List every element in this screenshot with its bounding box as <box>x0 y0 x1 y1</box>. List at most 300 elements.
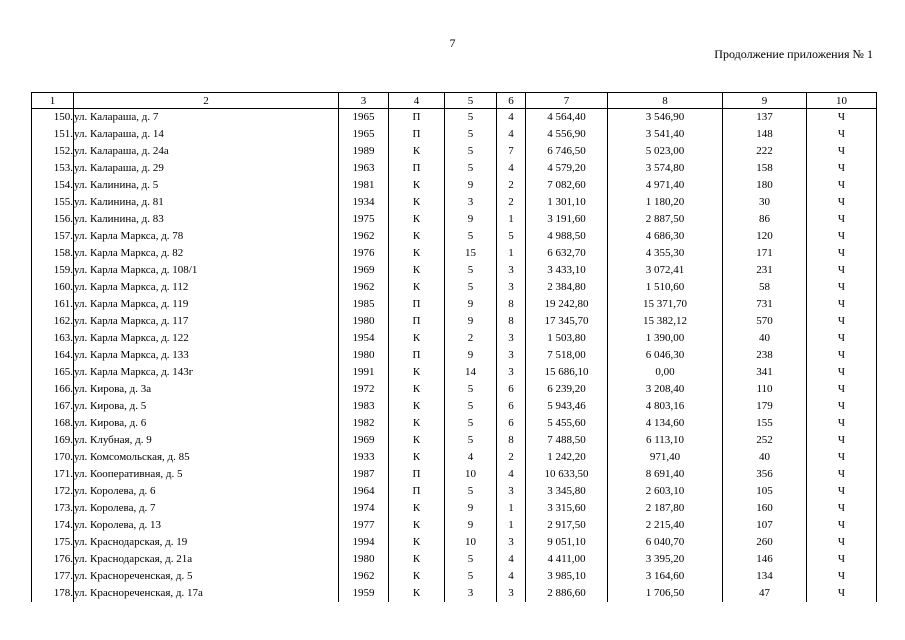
table-cell-col-7: 4 556,90 <box>526 126 608 143</box>
table-cell-col-9: 148 <box>723 126 807 143</box>
table-cell-col-2: ул. Карла Маркса, д. 133 <box>74 347 339 364</box>
table-cell-col-7: 4 564,40 <box>526 109 608 127</box>
table-cell-col-8: 6 046,30 <box>608 347 723 364</box>
table-cell-col-10: Ч <box>807 415 877 432</box>
table-cell-col-8: 15 371,70 <box>608 296 723 313</box>
table-cell-col-4: П <box>389 160 445 177</box>
table-row <box>32 228 877 245</box>
table-cell-col-5: 9 <box>445 177 497 194</box>
table-body <box>32 109 877 603</box>
table-cell-col-9: 107 <box>723 517 807 534</box>
table-row <box>32 483 877 500</box>
table-cell-col-7: 10 633,50 <box>526 466 608 483</box>
table-cell-col-5: 5 <box>445 398 497 415</box>
table-cell-col-2: ул. Кооперативная, д. 5 <box>74 466 339 483</box>
table-cell-col-2: ул. Кирова, д. 5 <box>74 398 339 415</box>
table-cell-col-2: ул. Королева, д. 7 <box>74 500 339 517</box>
table-header <box>32 93 877 109</box>
table-cell-col-7: 3 315,60 <box>526 500 608 517</box>
column-header-10: 10 <box>807 93 877 109</box>
table-cell-col-9: 180 <box>723 177 807 194</box>
table-cell-col-5: 15 <box>445 245 497 262</box>
table-cell-col-3: 1965 <box>339 126 389 143</box>
table-cell-col-1: 175. <box>32 534 74 551</box>
table-cell-col-8: 3 164,60 <box>608 568 723 585</box>
appendix-continuation-title: Продолжение приложения № 1 <box>714 47 873 61</box>
table-cell-col-2: ул. Карла Маркса, д. 112 <box>74 279 339 296</box>
table-cell-col-4: П <box>389 109 445 127</box>
table-cell-col-7: 4 988,50 <box>526 228 608 245</box>
table-cell-col-10: Ч <box>807 160 877 177</box>
table-cell-col-1: 168. <box>32 415 74 432</box>
page-number: 7 <box>449 36 456 50</box>
table-cell-col-3: 1982 <box>339 415 389 432</box>
table-cell-col-5: 5 <box>445 415 497 432</box>
table-cell-col-4: К <box>389 177 445 194</box>
table-cell-col-1: 153. <box>32 160 74 177</box>
table-cell-col-6: 1 <box>497 517 526 534</box>
table-row <box>32 109 877 127</box>
table-cell-col-8: 3 208,40 <box>608 381 723 398</box>
table-cell-col-9: 260 <box>723 534 807 551</box>
table-cell-col-8: 3 574,80 <box>608 160 723 177</box>
table-cell-col-6: 3 <box>497 483 526 500</box>
table-cell-col-5: 5 <box>445 109 497 127</box>
table-cell-col-2: ул. Калараша, д. 24а <box>74 143 339 160</box>
table-cell-col-1: 169. <box>32 432 74 449</box>
table-cell-col-1: 171. <box>32 466 74 483</box>
table-cell-col-9: 110 <box>723 381 807 398</box>
table-cell-col-1: 170. <box>32 449 74 466</box>
table-cell-col-1: 161. <box>32 296 74 313</box>
table-row <box>32 398 877 415</box>
table-row <box>32 279 877 296</box>
table-cell-col-9: 120 <box>723 228 807 245</box>
table-cell-col-10: Ч <box>807 449 877 466</box>
table-cell-col-3: 1962 <box>339 279 389 296</box>
table-cell-col-7: 7 488,50 <box>526 432 608 449</box>
table-cell-col-6: 3 <box>497 262 526 279</box>
table-cell-col-9: 146 <box>723 551 807 568</box>
table-row <box>32 126 877 143</box>
table-cell-col-8: 1 510,60 <box>608 279 723 296</box>
table-cell-col-9: 160 <box>723 500 807 517</box>
table-cell-col-8: 2 215,40 <box>608 517 723 534</box>
table-cell-col-9: 356 <box>723 466 807 483</box>
table-cell-col-10: Ч <box>807 381 877 398</box>
table-cell-col-6: 2 <box>497 177 526 194</box>
table-cell-col-1: 159. <box>32 262 74 279</box>
table-cell-col-9: 731 <box>723 296 807 313</box>
table-row <box>32 160 877 177</box>
table-cell-col-5: 5 <box>445 432 497 449</box>
table-cell-col-8: 2 187,80 <box>608 500 723 517</box>
table-cell-col-5: 5 <box>445 262 497 279</box>
table-row <box>32 364 877 381</box>
table-cell-col-8: 2 887,50 <box>608 211 723 228</box>
table-row <box>32 245 877 262</box>
column-header-6: 6 <box>497 93 526 109</box>
table-cell-col-3: 1983 <box>339 398 389 415</box>
table-cell-col-5: 9 <box>445 500 497 517</box>
table-cell-col-3: 1987 <box>339 466 389 483</box>
table-cell-col-2: ул. Калараша, д. 14 <box>74 126 339 143</box>
table-cell-col-7: 19 242,80 <box>526 296 608 313</box>
table-cell-col-4: К <box>389 551 445 568</box>
table-cell-col-9: 58 <box>723 279 807 296</box>
table-cell-col-9: 155 <box>723 415 807 432</box>
table-cell-col-7: 5 455,60 <box>526 415 608 432</box>
column-header-8: 8 <box>608 93 723 109</box>
table-cell-col-3: 1989 <box>339 143 389 160</box>
table-cell-col-8: 4 686,30 <box>608 228 723 245</box>
table-cell-col-5: 5 <box>445 160 497 177</box>
column-header-4: 4 <box>389 93 445 109</box>
header-row <box>32 93 877 109</box>
table-cell-col-3: 1962 <box>339 228 389 245</box>
table-cell-col-4: К <box>389 228 445 245</box>
table-cell-col-1: 156. <box>32 211 74 228</box>
table-cell-col-5: 5 <box>445 551 497 568</box>
table-cell-col-5: 9 <box>445 211 497 228</box>
table-cell-col-8: 1 706,50 <box>608 585 723 602</box>
table-cell-col-6: 6 <box>497 381 526 398</box>
table-cell-col-1: 162. <box>32 313 74 330</box>
table-cell-col-10: Ч <box>807 126 877 143</box>
column-header-7: 7 <box>526 93 608 109</box>
table-cell-col-8: 1 180,20 <box>608 194 723 211</box>
table-cell-col-10: Ч <box>807 262 877 279</box>
table-cell-col-8: 4 134,60 <box>608 415 723 432</box>
table-cell-col-9: 222 <box>723 143 807 160</box>
table-cell-col-9: 30 <box>723 194 807 211</box>
table-cell-col-10: Ч <box>807 466 877 483</box>
table-cell-col-7: 7 082,60 <box>526 177 608 194</box>
table-cell-col-3: 1981 <box>339 177 389 194</box>
table-cell-col-8: 5 023,00 <box>608 143 723 160</box>
table-cell-col-9: 40 <box>723 330 807 347</box>
table-cell-col-10: Ч <box>807 228 877 245</box>
table-cell-col-10: Ч <box>807 279 877 296</box>
table-row <box>32 296 877 313</box>
table-cell-col-10: Ч <box>807 296 877 313</box>
table-cell-col-3: 1977 <box>339 517 389 534</box>
column-header-9: 9 <box>723 93 807 109</box>
table-cell-col-7: 3 985,10 <box>526 568 608 585</box>
table-cell-col-9: 86 <box>723 211 807 228</box>
table-cell-col-2: ул. Краснореченская, д. 17а <box>74 585 339 602</box>
table-cell-col-4: К <box>389 262 445 279</box>
table-cell-col-3: 1975 <box>339 211 389 228</box>
table-row <box>32 330 877 347</box>
table-cell-col-5: 5 <box>445 126 497 143</box>
table-cell-col-8: 6 113,10 <box>608 432 723 449</box>
table-cell-col-8: 3 541,40 <box>608 126 723 143</box>
table-cell-col-9: 137 <box>723 109 807 127</box>
table-cell-col-1: 176. <box>32 551 74 568</box>
table-row <box>32 568 877 585</box>
table-cell-col-8: 2 603,10 <box>608 483 723 500</box>
table-cell-col-4: П <box>389 466 445 483</box>
table-cell-col-5: 5 <box>445 568 497 585</box>
table-cell-col-5: 3 <box>445 194 497 211</box>
table-cell-col-3: 1959 <box>339 585 389 602</box>
table-cell-col-10: Ч <box>807 364 877 381</box>
table-cell-col-9: 252 <box>723 432 807 449</box>
table-cell-col-6: 3 <box>497 364 526 381</box>
table-cell-col-1: 163. <box>32 330 74 347</box>
table-row <box>32 415 877 432</box>
table-cell-col-1: 160. <box>32 279 74 296</box>
table-cell-col-9: 341 <box>723 364 807 381</box>
table-cell-col-8: 971,40 <box>608 449 723 466</box>
table-cell-col-8: 4 803,16 <box>608 398 723 415</box>
table-cell-col-2: ул. Клубная, д. 9 <box>74 432 339 449</box>
table-cell-col-6: 4 <box>497 568 526 585</box>
table-cell-col-5: 14 <box>445 364 497 381</box>
table-cell-col-3: 1962 <box>339 568 389 585</box>
table-cell-col-10: Ч <box>807 245 877 262</box>
table-cell-col-1: 154. <box>32 177 74 194</box>
table-cell-col-4: К <box>389 449 445 466</box>
table-cell-col-7: 15 686,10 <box>526 364 608 381</box>
table-cell-col-5: 4 <box>445 449 497 466</box>
table-cell-col-6: 8 <box>497 432 526 449</box>
table-cell-col-4: К <box>389 211 445 228</box>
table-cell-col-8: 8 691,40 <box>608 466 723 483</box>
table-cell-col-3: 1991 <box>339 364 389 381</box>
table-cell-col-5: 9 <box>445 347 497 364</box>
table-cell-col-2: ул. Краснодарская, д. 19 <box>74 534 339 551</box>
table-cell-col-9: 171 <box>723 245 807 262</box>
table-cell-col-6: 6 <box>497 398 526 415</box>
table-cell-col-2: ул. Карла Маркса, д. 117 <box>74 313 339 330</box>
table-cell-col-1: 152. <box>32 143 74 160</box>
table-cell-col-2: ул. Карла Маркса, д. 78 <box>74 228 339 245</box>
table-row <box>32 177 877 194</box>
table-cell-col-5: 5 <box>445 483 497 500</box>
table-cell-col-6: 7 <box>497 143 526 160</box>
table-cell-col-2: ул. Кирова, д. 3а <box>74 381 339 398</box>
table-cell-col-10: Ч <box>807 483 877 500</box>
table-cell-col-8: 6 040,70 <box>608 534 723 551</box>
table-cell-col-8: 15 382,12 <box>608 313 723 330</box>
table-cell-col-4: К <box>389 500 445 517</box>
table-cell-col-2: ул. Краснореченская, д. 5 <box>74 568 339 585</box>
table-cell-col-4: П <box>389 347 445 364</box>
table-cell-col-6: 4 <box>497 109 526 127</box>
table-cell-col-2: ул. Королева, д. 13 <box>74 517 339 534</box>
table-cell-col-4: К <box>389 534 445 551</box>
table-cell-col-6: 6 <box>497 415 526 432</box>
table-cell-col-8: 3 546,90 <box>608 109 723 127</box>
table-row <box>32 517 877 534</box>
table-cell-col-9: 158 <box>723 160 807 177</box>
table-cell-col-6: 8 <box>497 313 526 330</box>
table-cell-col-5: 5 <box>445 381 497 398</box>
table-cell-col-6: 4 <box>497 160 526 177</box>
table-cell-col-4: К <box>389 585 445 602</box>
table-cell-col-2: ул. Карла Маркса, д. 143г <box>74 364 339 381</box>
table-cell-col-8: 1 390,00 <box>608 330 723 347</box>
table-cell-col-2: ул. Калинина, д. 83 <box>74 211 339 228</box>
table-cell-col-6: 3 <box>497 347 526 364</box>
table-cell-col-3: 1980 <box>339 313 389 330</box>
table-cell-col-7: 5 943,46 <box>526 398 608 415</box>
table-cell-col-3: 1963 <box>339 160 389 177</box>
table-cell-col-3: 1980 <box>339 551 389 568</box>
housing-registry-table <box>31 92 877 602</box>
table-cell-col-7: 4 411,00 <box>526 551 608 568</box>
table-cell-col-6: 5 <box>497 228 526 245</box>
table-cell-col-6: 3 <box>497 330 526 347</box>
table-cell-col-6: 3 <box>497 534 526 551</box>
table-cell-col-6: 3 <box>497 279 526 296</box>
table-cell-col-3: 1980 <box>339 347 389 364</box>
table-row <box>32 585 877 602</box>
table-cell-col-1: 166. <box>32 381 74 398</box>
table-cell-col-9: 40 <box>723 449 807 466</box>
table-cell-col-3: 1974 <box>339 500 389 517</box>
table-cell-col-6: 2 <box>497 449 526 466</box>
table-cell-col-3: 1964 <box>339 483 389 500</box>
table-cell-col-10: Ч <box>807 500 877 517</box>
table-cell-col-2: ул. Калараша, д. 29 <box>74 160 339 177</box>
table-cell-col-9: 570 <box>723 313 807 330</box>
table-cell-col-10: Ч <box>807 143 877 160</box>
table-cell-col-2: ул. Калараша, д. 7 <box>74 109 339 127</box>
table-cell-col-2: ул. Калинина, д. 5 <box>74 177 339 194</box>
table-cell-col-5: 9 <box>445 517 497 534</box>
table-cell-col-8: 3 395,20 <box>608 551 723 568</box>
table-cell-col-3: 1985 <box>339 296 389 313</box>
table-cell-col-7: 2 917,50 <box>526 517 608 534</box>
table-cell-col-6: 3 <box>497 585 526 602</box>
table-cell-col-4: К <box>389 245 445 262</box>
table-cell-col-7: 1 301,10 <box>526 194 608 211</box>
table-cell-col-6: 8 <box>497 296 526 313</box>
table-row <box>32 551 877 568</box>
table-cell-col-5: 2 <box>445 330 497 347</box>
table-cell-col-10: Ч <box>807 211 877 228</box>
table-cell-col-2: ул. Калинина, д. 81 <box>74 194 339 211</box>
table-cell-col-8: 3 072,41 <box>608 262 723 279</box>
table-cell-col-7: 4 579,20 <box>526 160 608 177</box>
table-cell-col-10: Ч <box>807 177 877 194</box>
table-cell-col-5: 10 <box>445 466 497 483</box>
table-cell-col-5: 9 <box>445 296 497 313</box>
table-cell-col-3: 1972 <box>339 381 389 398</box>
table-cell-col-1: 164. <box>32 347 74 364</box>
table-cell-col-7: 6 632,70 <box>526 245 608 262</box>
table-cell-col-10: Ч <box>807 194 877 211</box>
table-cell-col-6: 1 <box>497 211 526 228</box>
table-cell-col-3: 1976 <box>339 245 389 262</box>
table-cell-col-9: 105 <box>723 483 807 500</box>
table-cell-col-4: К <box>389 143 445 160</box>
table-cell-col-10: Ч <box>807 585 877 602</box>
table-cell-col-1: 150. <box>32 109 74 127</box>
table-row <box>32 500 877 517</box>
table-cell-col-4: П <box>389 313 445 330</box>
table-cell-col-4: П <box>389 483 445 500</box>
table-cell-col-4: К <box>389 381 445 398</box>
table-cell-col-2: ул. Краснодарская, д. 21а <box>74 551 339 568</box>
table-cell-col-5: 3 <box>445 585 497 602</box>
table-cell-col-3: 1934 <box>339 194 389 211</box>
table-cell-col-3: 1969 <box>339 432 389 449</box>
table-row <box>32 432 877 449</box>
table-cell-col-2: ул. Комсомольская, д. 85 <box>74 449 339 466</box>
table-row <box>32 143 877 160</box>
table-row <box>32 534 877 551</box>
table-cell-col-10: Ч <box>807 347 877 364</box>
table-cell-col-2: ул. Карла Маркса, д. 108/1 <box>74 262 339 279</box>
table-cell-col-4: К <box>389 415 445 432</box>
table-cell-col-1: 165. <box>32 364 74 381</box>
table-row <box>32 347 877 364</box>
table-cell-col-6: 1 <box>497 500 526 517</box>
table-cell-col-1: 151. <box>32 126 74 143</box>
table-cell-col-4: К <box>389 194 445 211</box>
table-cell-col-4: К <box>389 364 445 381</box>
table-row <box>32 262 877 279</box>
column-header-1: 1 <box>32 93 74 109</box>
table-cell-col-7: 3 191,60 <box>526 211 608 228</box>
table-cell-col-4: П <box>389 296 445 313</box>
table-cell-col-5: 10 <box>445 534 497 551</box>
table-cell-col-9: 238 <box>723 347 807 364</box>
table-row <box>32 449 877 466</box>
table-cell-col-7: 2 384,80 <box>526 279 608 296</box>
table-cell-col-10: Ч <box>807 398 877 415</box>
table-row <box>32 194 877 211</box>
table-cell-col-6: 4 <box>497 466 526 483</box>
table-row <box>32 381 877 398</box>
table-cell-col-5: 5 <box>445 228 497 245</box>
table-row <box>32 211 877 228</box>
table-cell-col-4: К <box>389 568 445 585</box>
table-cell-col-1: 167. <box>32 398 74 415</box>
table-cell-col-9: 231 <box>723 262 807 279</box>
table-cell-col-6: 2 <box>497 194 526 211</box>
table-cell-col-10: Ч <box>807 313 877 330</box>
table-cell-col-1: 178. <box>32 585 74 602</box>
column-header-5: 5 <box>445 93 497 109</box>
table-cell-col-7: 2 886,60 <box>526 585 608 602</box>
table-cell-col-10: Ч <box>807 551 877 568</box>
table-cell-col-9: 179 <box>723 398 807 415</box>
table-cell-col-1: 174. <box>32 517 74 534</box>
table-cell-col-8: 0,00 <box>608 364 723 381</box>
table-cell-col-6: 4 <box>497 551 526 568</box>
table-cell-col-6: 4 <box>497 126 526 143</box>
table-cell-col-4: К <box>389 330 445 347</box>
table-cell-col-5: 9 <box>445 313 497 330</box>
table-cell-col-3: 1965 <box>339 109 389 127</box>
table-cell-col-8: 4 971,40 <box>608 177 723 194</box>
table-row <box>32 313 877 330</box>
table-cell-col-1: 173. <box>32 500 74 517</box>
table-cell-col-10: Ч <box>807 534 877 551</box>
table-cell-col-7: 9 051,10 <box>526 534 608 551</box>
table-cell-col-1: 158. <box>32 245 74 262</box>
table-cell-col-3: 1969 <box>339 262 389 279</box>
table-cell-col-2: ул. Карла Маркса, д. 82 <box>74 245 339 262</box>
table-cell-col-1: 157. <box>32 228 74 245</box>
table-cell-col-9: 134 <box>723 568 807 585</box>
table-cell-col-7: 3 345,80 <box>526 483 608 500</box>
